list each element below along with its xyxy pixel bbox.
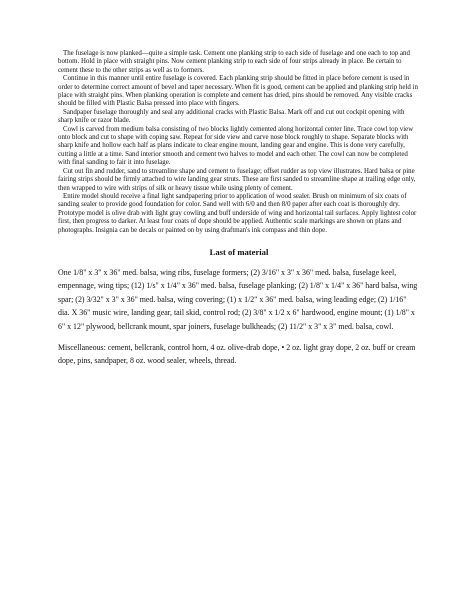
paragraph-finishing: Entire model should receive a final light sandpapering prior to application of wood sealer. Brush on minimum of six coats of sanding sealer to provide good foundation for color. Sand well with 6/0 and then 8/0 paper after each coat is thoroughly dry. Prototype model is olive drab with light gray cowling and buff underside of wing and horizontal tail surfaces. Apply lightest color first, then progress to darker. At least four coats of dope should be applied. Authentic scale markings are shown on plans and photographs. Insignia can be decals or painted on by using draftman's ink compass and thin dope.: [58, 192, 417, 234]
paragraph-fuselage-planking: The fuselage is now planked—quite a simple task. Cement one planking strip to each side of fuselage and one each to top and bottom. Hold in place with straight pins. Now cement planking strip to each side of four strips already in place. Be certain to cement these to the other strips as well as to formers.: [58, 50, 410, 74]
document-page: [58, 50, 420, 368]
miscellaneous-list: Miscellaneous: cement, bellcrank, control horn, 4 oz. olive-drab dope, • 2 oz. light gray dope, 2 oz. buff or cream dope, pins, sandpaper, 8 oz. wood sealer, wheels, thread.: [58, 342, 416, 366]
materials-list: One 1/8" x 3" x 36" med. balsa, wing ribs, fuselage formers; (2) 3/16" x 3" x 36" med. balsa, fuselage keel, empennage, wing tips; (12) 1/s" x 1/4" x 36" med. balsa, fuselage planking; (2) 1/8" x 1/4" x 36" hard balsa, wing spar; (2) 3/32" x 3" x 36" med. balsa, wing covering; (1) x 1/2" x 36" med. balsa, wing leading edge; (2) 1/16" dia. X 36" music wire, landing gear, tail skid, control rod; (2) 3/8" x 1/2 x 6" hardwood, engine mount; (1) 1/8" x 6" x 12" plywood, bellcrank mount, spar joiners, fuselage bulkheads; (2) 11/2" x 3" x 3" med. balsa, cowl.: [58, 267, 418, 331]
paragraph-sandpaper-fuselage: Sandpaper fuselage thoroughly and seal any additional cracks with Plastic Balsa. Mark off and cut out cockpit opening with sharp knife or razor blade.: [58, 108, 405, 125]
section-title: Last of material: [209, 246, 269, 257]
materials-section: [58, 266, 420, 368]
instructions-body: [58, 50, 420, 235]
paragraph-cowl: Cowl is carved from medium balsa consisting of two blocks lightly cemented along horizontal center line. Trace cowl top view onto block and cut to shape with coping saw. Repeat for side view and carve nose block roughly to shape. Separate blocks with sharp knife and hollow each half as plans indicate to clear engine mount, landing gear and engine. This is done very carefully, cutting a little at a time. Sand interior smooth and cement two halves to model and each other. The cowl can now be completed with final sanding to fair it into fuselage.: [58, 125, 414, 167]
paragraph-fin-rudder: Cut out fin and rudder, sand to streamline shape and cement to fuselage; offset rudder as top view illustrates. Hard balsa or pine fairing strips should be firmly attached to wire landing gear struts. These are first sanded to streamline shape at trailing edge only, then wrapped to wire with strips of silk or heavy tissue while using plenty of cement.: [58, 167, 416, 192]
paragraph-planking-continued: Continue in this manner until entire fuselage is covered. Each planking strip should be fitted in place before cement is used in order to determine correct amount of bevel and taper necessary. When fit is good, cement can be applied and planking strip held in place with straight pins. When planking operation is complete and cement has dried, pins should be removed. Any visible cracks should be filled with Plastic Balsa pressed into place with fingers.: [58, 75, 418, 108]
